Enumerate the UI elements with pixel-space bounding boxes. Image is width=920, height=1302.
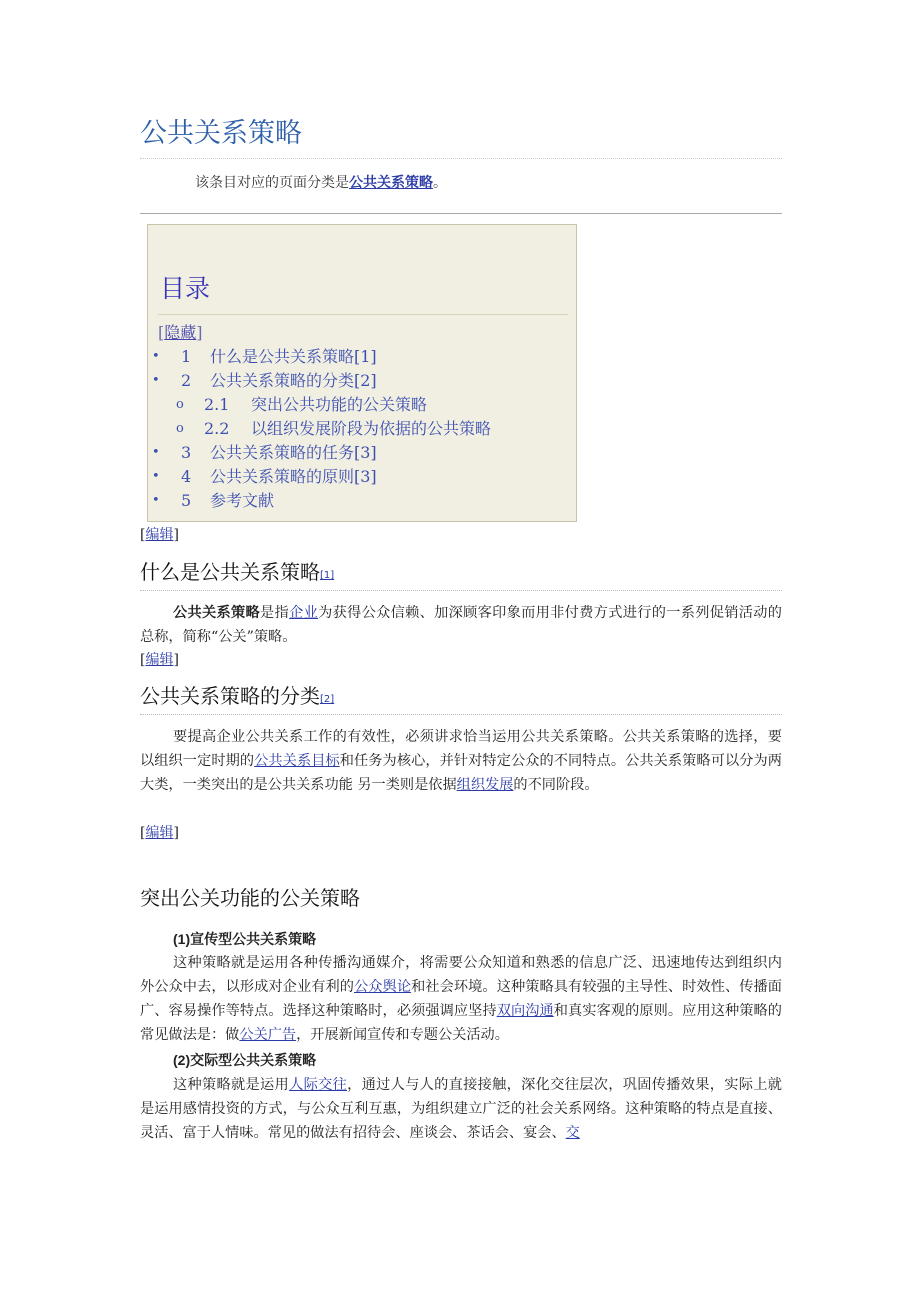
text: 要提高企业公共关系工作的有效性，必须讲求恰当运用公共关系策略。公共关系策略的选择，要以组织一定时期的	[140, 729, 782, 769]
category-note-prefix: 该条目对应的页面分类是	[195, 175, 349, 191]
text: 这种策略就是运用	[173, 1077, 290, 1093]
text: ，开展新闻宣传和专题公关活动。	[296, 1027, 509, 1043]
toc-item-label[interactable]: 公共关系策略的原则[3]	[210, 467, 377, 486]
edit-section-3	[140, 824, 179, 842]
toc-hide-toggle	[158, 320, 203, 343]
section-heading-text: 什么是公共关系策略	[140, 560, 320, 584]
toc-item-2-2[interactable]	[148, 417, 576, 441]
toc-item-number: 2.1	[204, 395, 230, 414]
edit-open: [	[140, 825, 146, 841]
toc-item-number: 4	[181, 467, 192, 486]
text: 是指	[260, 605, 290, 621]
reference-link[interactable]: [2]	[320, 694, 335, 705]
toc-item-number: 3	[181, 443, 192, 462]
bullet-icon: •	[152, 445, 160, 460]
section-heading-text: 突出公关功能的公关策略	[140, 886, 360, 910]
category-link[interactable]: 公共关系策略	[349, 175, 433, 191]
section-heading-3	[140, 883, 782, 916]
reference-link[interactable]: [1]	[320, 570, 335, 581]
link-two-way-communication[interactable]: 双向沟通	[496, 1003, 554, 1019]
divider	[140, 213, 782, 214]
toc-item-number: 1	[181, 347, 192, 366]
toc-item-label[interactable]: 参考文献	[210, 491, 275, 510]
toc-item-label[interactable]: 公共关系策略的分类[2]	[210, 371, 377, 390]
toc-hide-link[interactable]: 隐藏	[164, 323, 197, 342]
toc-item-label[interactable]: 以组织发展阶段为依据的公共策略	[251, 419, 492, 438]
toc-item-label[interactable]: 什么是公共关系策略[1]	[210, 347, 377, 366]
toc-hide-close: ]	[196, 323, 203, 342]
link-pr-advertising[interactable]: 公关广告	[239, 1027, 297, 1043]
edit-open: [	[140, 652, 146, 668]
toc-item-3[interactable]	[148, 441, 576, 465]
toc-item-number: 2	[181, 371, 192, 390]
circle-bullet-icon: o	[176, 421, 184, 436]
link-org-development[interactable]: 组织发展	[456, 777, 514, 793]
text: 的不同阶段。	[513, 777, 599, 793]
category-note	[195, 172, 447, 194]
text: 和任务为核心，并针对特定公众的不同特点。公共关系策略可以分为两大类，一类突出的是公共关系功能 另一类则是依据	[140, 753, 782, 793]
subheading-1: (1)宣传型公共关系策略	[173, 931, 317, 947]
link-truncated[interactable]: 交	[565, 1125, 580, 1141]
circle-bullet-icon: o	[176, 397, 184, 412]
bold-term: 公共关系策略	[173, 605, 261, 621]
edit-close: ]	[173, 652, 179, 668]
toc-item-1[interactable]	[148, 345, 576, 369]
toc-divider	[158, 314, 568, 315]
section-heading-text: 公共关系策略的分类	[140, 684, 320, 708]
bullet-icon: •	[152, 493, 160, 508]
edit-link[interactable]: 编辑	[145, 527, 174, 543]
link-pr-goal[interactable]: 公共关系目标	[254, 753, 340, 769]
link-interpersonal[interactable]: 人际交往	[289, 1077, 348, 1093]
toc-item-label[interactable]: 突出公共功能的公关策略	[251, 395, 428, 414]
table-of-contents	[147, 224, 577, 522]
toc-item-2-1[interactable]	[148, 393, 576, 417]
edit-open: [	[140, 527, 146, 543]
paragraph	[140, 1073, 782, 1145]
toc-item-2[interactable]	[148, 369, 576, 393]
toc-title: 目录	[160, 274, 211, 303]
toc-item-label[interactable]: 公共关系策略的任务[3]	[210, 443, 377, 462]
subheading-2: (2)交际型公共关系策略	[173, 1052, 317, 1068]
category-note-suffix: 。	[433, 175, 447, 191]
paragraph	[140, 601, 782, 649]
bullet-icon: •	[152, 469, 160, 484]
page-title: 公共关系策略	[140, 114, 782, 159]
edit-close: ]	[173, 527, 179, 543]
edit-link[interactable]: 编辑	[145, 825, 174, 841]
edit-link[interactable]: 编辑	[145, 652, 174, 668]
text: 为获得公众信赖、加深顾客印象而用非付费方式进行的一系列促销活动的总称，简称“公关”策略。	[140, 605, 782, 645]
section-heading-2	[140, 681, 782, 715]
paragraph	[140, 725, 782, 797]
toc-hide-open: [	[158, 323, 165, 342]
text: 和真实客观的原则。应用这种策略的常见做法是：做	[140, 1003, 782, 1043]
toc-item-number: 2.2	[204, 419, 230, 438]
text: 这种策略就是运用各种传播沟通媒介，将需要公众知道和熟悉的信息广泛、迅速地传达到组织内外公众中去，以形成对企业有利的	[140, 955, 782, 995]
toc-item-number: 5	[181, 491, 192, 510]
toc-item-5[interactable]	[148, 489, 576, 513]
paragraph	[140, 951, 782, 1047]
edit-section-2	[140, 651, 179, 669]
bullet-icon: •	[152, 373, 160, 388]
toc-list	[148, 345, 576, 513]
link-public-opinion[interactable]: 公众舆论	[354, 979, 412, 995]
section-heading-1	[140, 557, 782, 591]
edit-section-1	[140, 526, 179, 544]
edit-close: ]	[173, 825, 179, 841]
link-enterprise[interactable]: 企业	[289, 605, 319, 621]
toc-item-4[interactable]	[148, 465, 576, 489]
text: ，通过人与人的直接接触，深化交往层次，巩固传播效果，实际上就是运用感情投资的方式，与公众互利互惠，为组织建立广泛的社会关系网络。这种策略的特点是直接、灵活、富于人情味。常见的做法有招待会、座谈会、茶话会、宴会、	[140, 1077, 782, 1141]
bullet-icon: •	[152, 349, 160, 364]
text: 和社会环境。这种策略具有较强的主导性、时效性、传播面广、容易操作等特点。选择这种策略时，必须强调应坚持	[140, 979, 782, 1019]
